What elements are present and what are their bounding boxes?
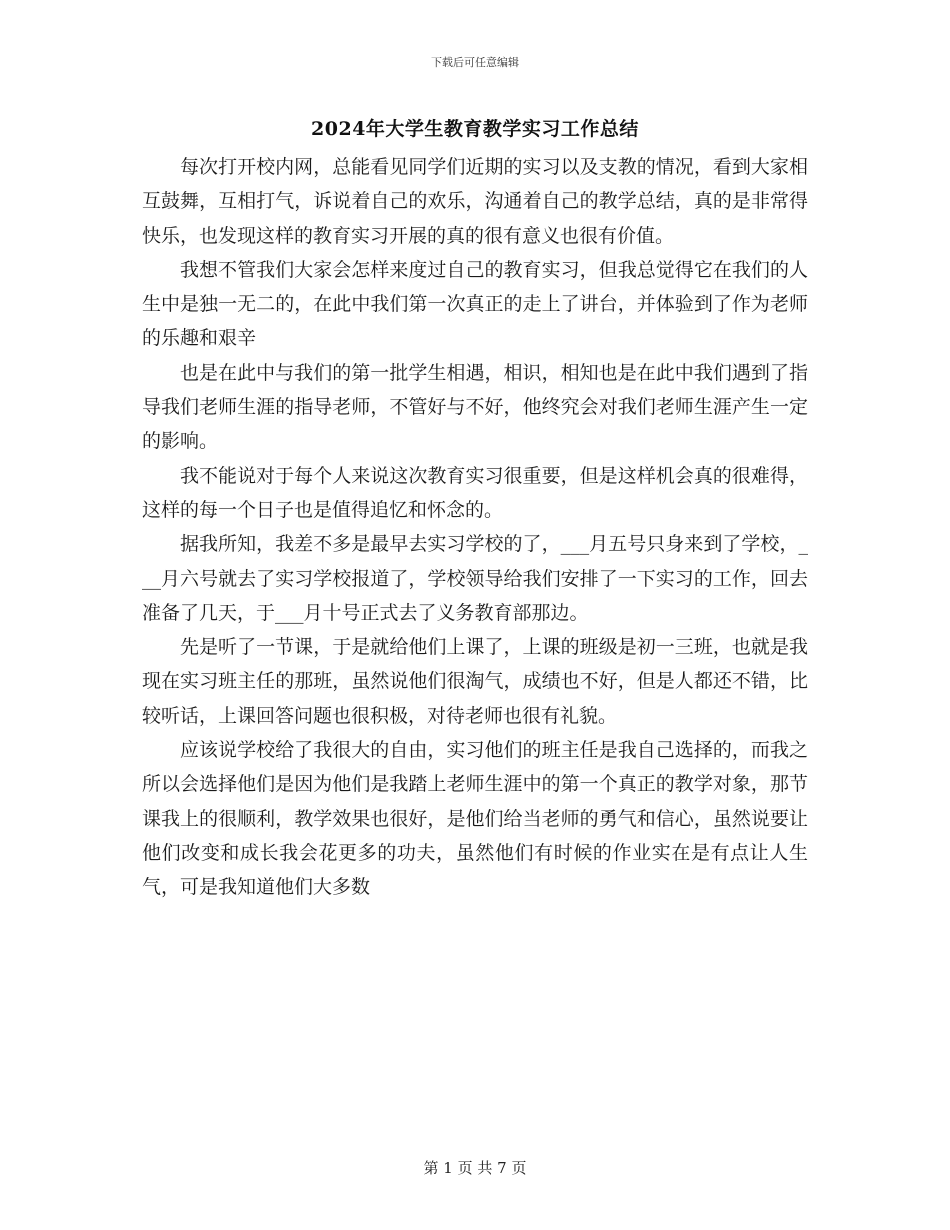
page-header-note: 下载后可任意编辑 [431, 56, 519, 69]
paragraph-6: 先是听了一节课，于是就给他们上课了，上课的班级是初一三班，也就是我现在实习班主任的那班，虽然说他们很淘气，成绩也不好，但是人都还不错，比较听话，上课回答问题也很积极，对待老师也很有礼貌。 [142, 636, 808, 727]
paragraph-1: 每次打开校内网，总能看见同学们近期的实习以及支教的情况，看到大家相互鼓舞，互相打气，诉说着自己的欢乐，沟通着自己的教学总结，真的是非常得快乐，也发现这样的教育实习开展的真的很有意义也很有价值。 [142, 156, 808, 247]
document-title: 2024年大学生教育教学实习工作总结 [311, 118, 639, 140]
paragraph-3: 也是在此中与我们的第一批学生相遇，相识，相知也是在此中我们遇到了指导我们老师生涯的指导老师，不管好与不好，他终究会对我们老师生涯产生一定的影响。 [142, 361, 808, 453]
paragraph-2: 我想不管我们大家会怎样来度过自己的教育实习，但我总觉得它在我们的人生中是独一无二的，在此中我们第一次真正的走上了讲台，并体验到了作为老师的乐趣和艰辛 [142, 258, 808, 350]
paragraph-7: 应该说学校给了我很大的自由，实习他们的班主任是我自己选择的，而我之所以会选择他们是因为他们是我踏上老师生涯中的第一个真正的教学对象，那节课我上的很顺利，教学效果也很好，是他们给当老师的勇气和信心，虽然说要让他们改变和成长我会花更多的功夫，虽然他们有时候的作业实在是有点让人生气，可是我知道他们大多数 [142, 739, 808, 899]
document-body [142, 150, 808, 905]
page-number: 第 1 页 共 7 页 [423, 1159, 527, 1177]
paragraph-5: 据我所知，我差不多是最早去实习学校的了，___月五号只身来到了学校，___月六号就去了实习学校报道了，学校领导给我们安排了一下实习的工作，回去准备了几天，于___月十号正式去了义务教育部那边。 [142, 533, 808, 624]
paragraph-4: 我不能说对于每个人来说这次教育实习很重要，但是这样机会真的很难得，这样的每一个日子也是值得追忆和怀念的。 [142, 464, 808, 521]
